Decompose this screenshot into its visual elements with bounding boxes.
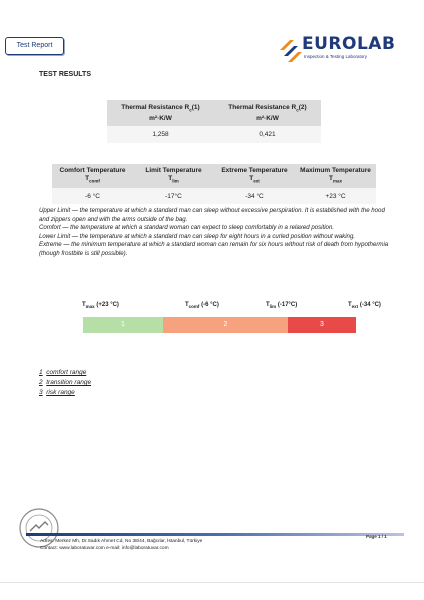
thermal-value-1: 1,258 (107, 126, 214, 143)
legend-item-risk: 3 risk range (39, 389, 75, 396)
scale-zone-comfort: 1 (83, 317, 163, 333)
definition-extreme: Extreme — the minimum temperature at which a standard woman can remain for six hours without risk of death from hypothermia (though frostbite is still possible). (39, 241, 389, 257)
scale-label-ext: $T_{ext}$ (-34 °C) (348, 302, 381, 310)
thermal-resistance-table (107, 100, 321, 143)
report-tab[interactable]: Test Report (5, 37, 64, 55)
definitions (39, 207, 389, 259)
page-bottom-rule (0, 582, 424, 583)
thermal-col2-header: Thermal Resistance $R_c(2)$ m²·K/W (214, 100, 321, 126)
scale-label-comf: $T_{comf}$ (-6 °C) (185, 302, 219, 310)
maximum-temp-header: Maximum Temperature $T_{max}$ (295, 164, 376, 188)
footer-bar (26, 533, 404, 536)
thermal-col1-header: Thermal Resistance $R_c(1)$ m²·K/W (107, 100, 214, 126)
logo-name: EUROLAB (302, 34, 396, 54)
footer-contact-line: Contact: www.laboratuvar.com e-mail: info@laboratuvar.com (40, 545, 169, 551)
limit-temp-value: -17°C (133, 188, 214, 204)
scale-label-lim: $T_{lim}$ (-17°C) (266, 302, 298, 310)
limit-temp-header: Limit Temperature $T_{lim}$ (133, 164, 214, 188)
temperature-table (52, 164, 376, 204)
legend-item-transition: 2 transition range (39, 379, 92, 386)
legend-item-comfort: 1 comfort range (39, 369, 87, 376)
scale-label-max: $T_{max}$ (+23 °C) (82, 302, 119, 310)
maximum-temp-value: +23 °C (295, 188, 376, 204)
comfort-temp-value: -6 °C (52, 188, 133, 204)
definition-upper-limit: Upper Limit — the temperature at which a standard man can sleep without excessive perspiration. It is established with the hood and zippers open and with the arms outside of the bag. (39, 207, 385, 223)
scale-zone-risk: 3 (288, 317, 356, 333)
eurolab-logo-icon (278, 36, 304, 62)
thermal-value-2: 0,421 (214, 126, 321, 143)
logo-subtitle: Inspection & Testing Laboratory (304, 54, 367, 59)
section-title: TEST RESULTS (39, 71, 91, 78)
scale-zone-transition: 2 (163, 317, 288, 333)
definition-lower-limit: Lower Limit — the temperature at which a standard man can sleep for eight hours in a curled position without waking. (39, 232, 356, 240)
extreme-temp-header: Extreme Temperature $T_{ext}$ (214, 164, 295, 188)
page-number: Page 1 / 1 (366, 534, 387, 539)
definition-comfort: Comfort — the temperature at which a standard woman can expect to sleep comfortably in a relaxed position. (39, 224, 335, 232)
extreme-temp-value: -34 °C (214, 188, 295, 204)
footer-address (40, 539, 202, 552)
comfort-temp-header: Comfort Temperature $T_{comf}$ (52, 164, 133, 188)
range-legend (39, 368, 91, 398)
footer-address-line: Adres: Merkez Mh, Dr.Sadık Ahmet Cd, No 38/44, Bağcılar, İstanbul, Türkiye (40, 539, 203, 544)
